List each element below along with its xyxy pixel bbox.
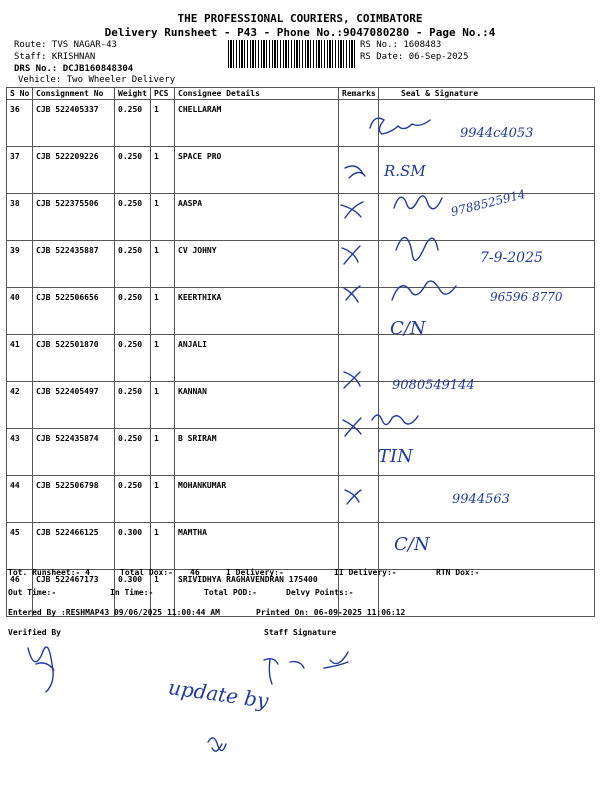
cell-weight: 0.250 xyxy=(115,288,151,335)
total-pod: Total POD:- xyxy=(204,588,257,597)
cell-pcs: 1 xyxy=(151,382,175,429)
cell-consignment: CJB 522405497 xyxy=(33,382,115,429)
handwritten-update-note: update by xyxy=(166,675,270,713)
cell-pcs: 1 xyxy=(151,147,175,194)
cell-consignee: AASPA xyxy=(175,194,339,241)
handwritten-remark-37: R.SM xyxy=(384,162,426,180)
cell-consignment: CJB 522209226 xyxy=(33,147,115,194)
tot-runsheet: Tot. Runsheet:- 4 xyxy=(8,568,90,577)
cell-pcs: 1 xyxy=(151,476,175,523)
verified-by-signature xyxy=(28,647,54,692)
col-consignment: Consignment No xyxy=(33,88,115,100)
cell-weight: 0.250 xyxy=(115,100,151,147)
verified-by-label: Verified By xyxy=(8,628,61,637)
col-sno: S No xyxy=(7,88,33,100)
signature-43 xyxy=(372,415,418,425)
cell-sno: 46 xyxy=(7,570,33,617)
vehicle-label: Vehicle: Two Wheeler Delivery xyxy=(18,75,176,85)
cell-weight: 0.250 xyxy=(115,147,151,194)
i-delivery: I Delivery:- xyxy=(226,568,284,577)
cell-sno: 43 xyxy=(7,429,33,476)
signature-38 xyxy=(394,196,442,209)
printed-on: Printed On: 06-09-2025 11:06:12 xyxy=(256,608,406,617)
cell-sno: 40 xyxy=(7,288,33,335)
cell-weight: 0.250 xyxy=(115,194,151,241)
drs-label: DRS No.: DCJB160848304 xyxy=(14,64,134,74)
cell-sno: 39 xyxy=(7,241,33,288)
cell-sno: 44 xyxy=(7,476,33,523)
remark-mark-37 xyxy=(345,166,365,178)
cell-pcs: 1 xyxy=(151,194,175,241)
staff-label: Staff: KRISHNAN xyxy=(14,52,96,62)
cell-consignee: CHELLARAM xyxy=(175,100,339,147)
cell-weight: 0.300 xyxy=(115,570,151,617)
cell-pcs: 1 xyxy=(151,523,175,570)
col-remarks: Remarks xyxy=(339,88,379,100)
cell-weight: 0.250 xyxy=(115,476,151,523)
remark-mark-40 xyxy=(344,286,360,302)
handwritten-remark-46: C/N xyxy=(394,534,430,555)
handwritten-remark-44: TIN xyxy=(378,446,413,467)
cell-weight: 0.250 xyxy=(115,241,151,288)
cell-consignee: SRIVIDHYA RAGHAVENDRAN 175400 xyxy=(175,570,339,617)
total-dox-value: 46 xyxy=(190,568,200,577)
handwritten-phone-40: 96596 8770 xyxy=(490,290,563,304)
col-pcs: PCS xyxy=(151,88,175,100)
company-title: THE PROFESSIONAL COURIERS, COIMBATORE xyxy=(177,12,423,25)
cell-consignment: CJB 522405337 xyxy=(33,100,115,147)
cell-sno: 42 xyxy=(7,382,33,429)
col-weight: Weight xyxy=(115,88,151,100)
cell-pcs: 1 xyxy=(151,288,175,335)
cell-consignee: MAMTHA xyxy=(175,523,339,570)
cell-consignee: MOHANKUMAR xyxy=(175,476,339,523)
cell-consignment: CJB 522506656 xyxy=(33,288,115,335)
cell-sno: 41 xyxy=(7,335,33,382)
route-label: Route: TVS NAGAR-43 xyxy=(14,40,117,50)
handwritten-phone-45: 9944563 xyxy=(452,492,510,507)
cell-consignee: ANJALI xyxy=(175,335,339,382)
cell-consignment: CJB 522435874 xyxy=(33,429,115,476)
cell-pcs: 1 xyxy=(151,570,175,617)
staff-signature-mark xyxy=(264,652,348,684)
cell-weight: 0.250 xyxy=(115,335,151,382)
cell-consignment: CJB 522506798 xyxy=(33,476,115,523)
remark-mark-38 xyxy=(341,202,363,218)
rtn-dox: RTN Dox:- xyxy=(436,568,480,577)
cell-pcs: 1 xyxy=(151,100,175,147)
cell-consignee: CV JOHNY xyxy=(175,241,339,288)
cell-consignment: CJB 522467173 xyxy=(33,570,115,617)
handwritten-remark-41: C/N xyxy=(390,318,426,339)
signature-40 xyxy=(392,281,456,300)
cell-consignee: KANNAN xyxy=(175,382,339,429)
cell-weight: 0.250 xyxy=(115,429,151,476)
in-time: In Time:- xyxy=(110,588,154,597)
cell-weight: 0.250 xyxy=(115,382,151,429)
remark-mark-39 xyxy=(342,246,360,264)
remark-mark-43 xyxy=(343,418,361,436)
col-consignee: Consignee Details xyxy=(175,88,339,100)
cell-sno: 38 xyxy=(7,194,33,241)
cell-sno: 36 xyxy=(7,100,33,147)
cell-sno: 45 xyxy=(7,523,33,570)
cell-consignee: KEERTHIKA xyxy=(175,288,339,335)
handwritten-date-39: 7-9-2025 xyxy=(480,250,543,266)
cell-consignment: CJB 522466125 xyxy=(33,523,115,570)
out-time: Out Time:- xyxy=(8,588,57,597)
cell-consignment: CJB 522435887 xyxy=(33,241,115,288)
cell-weight: 0.300 xyxy=(115,523,151,570)
rs-number: RS No.: 1608483 xyxy=(360,40,442,50)
cell-pcs: 1 xyxy=(151,429,175,476)
handwritten-phone-38: 9788525914 xyxy=(449,186,527,220)
col-seal-signature: Seal & Signature xyxy=(379,88,595,100)
cell-consignee: SPACE PRO xyxy=(175,147,339,194)
update-initials xyxy=(208,738,226,751)
handwritten-phone-36: 9944c4053 xyxy=(460,126,534,141)
signature-39 xyxy=(396,237,438,260)
total-dox-label: Total Dox:- xyxy=(120,568,173,577)
delvy-points: Delvy Points:- xyxy=(286,588,354,597)
ii-delivery: II Delivery:- xyxy=(334,568,397,577)
signature-36 xyxy=(370,118,430,134)
staff-signature-label: Staff Signature xyxy=(264,628,337,637)
cell-pcs: 1 xyxy=(151,335,175,382)
runsheet-subtitle: Delivery Runsheet - P43 - Phone No.:9047080280 - Page No.:4 xyxy=(104,26,496,39)
cell-pcs: 1 xyxy=(151,241,175,288)
remark-mark-45 xyxy=(345,490,361,504)
cell-sno: 37 xyxy=(7,147,33,194)
remark-mark-42 xyxy=(344,372,360,388)
rs-date: RS Date: 06-Sep-2025 xyxy=(360,52,469,62)
cell-consignee: B SRIRAM xyxy=(175,429,339,476)
entered-by: Entered By :RESHMAP43 09/06/2025 11:00:44 AM xyxy=(8,608,220,617)
handwritten-phone-42: 9080549144 xyxy=(392,378,475,393)
cell-consignment: CJB 522375506 xyxy=(33,194,115,241)
cell-consignment: CJB 522501870 xyxy=(33,335,115,382)
